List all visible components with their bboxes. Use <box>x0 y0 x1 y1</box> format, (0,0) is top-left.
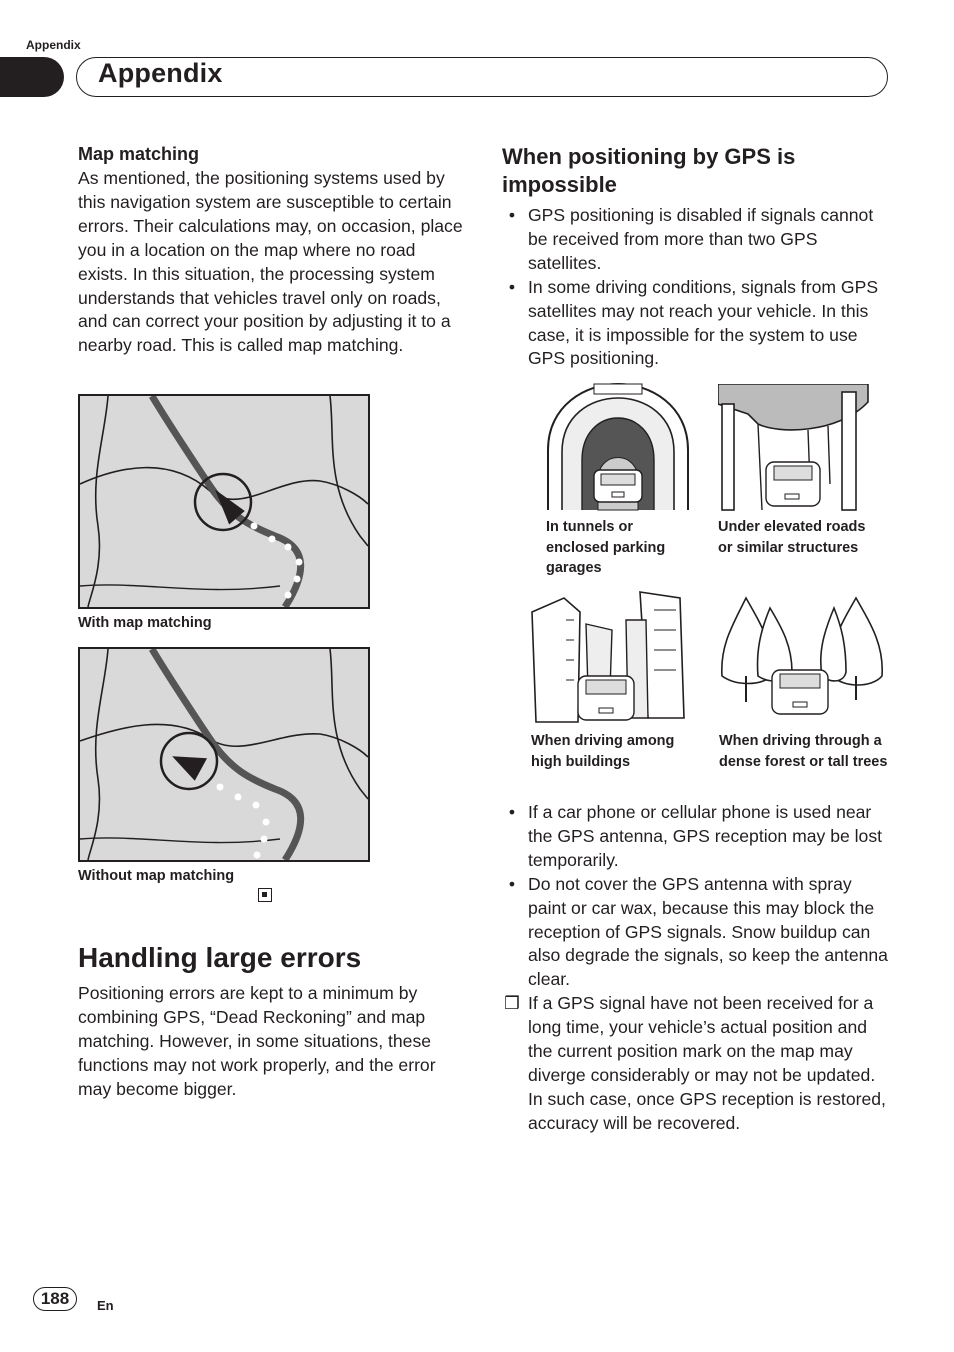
list-item <box>502 992 890 1135</box>
elevated-road-illustration <box>718 384 870 512</box>
language-label: En <box>97 1298 114 1313</box>
map-with-matching-graphic <box>80 396 368 607</box>
map-without-matching-graphic <box>80 649 368 860</box>
illustration-caption: When driving through a dense forest or tall trees <box>719 733 888 770</box>
map-matching-paragraph: As mentioned, the positioning systems used by this navigation system are susceptible to certain errors. Their calculations may, on occasion, place you in a location on the map where no road exists. In this situation, the processing system understands that vehicles travel only on roads, and can correct your position by adjusting it to a nearby road. This is called map matching. <box>78 168 463 356</box>
bullet-icon: • <box>508 205 516 225</box>
buildings-illustration <box>530 590 688 724</box>
handling-errors-paragraph: Positioning errors are kept to a minimum by combining GPS, “Dead Reckoning” and map matching. However, in some situations, these functions may not work properly, and the error may become bigger. <box>78 983 436 1099</box>
gps-bullet-list-top <box>502 204 890 371</box>
bullet-text: Do not cover the GPS antenna with spray paint or car wax, because this may block the reception of GPS signals. Snow buildup can also degrade the signals, so keep the antenna clear. <box>528 873 888 990</box>
figure-caption-with-matching: With map matching <box>78 615 212 631</box>
bullet-text: GPS positioning is disabled if signals cannot be received from more than two GPS satellites. <box>528 205 874 273</box>
map-matching-heading: Map matching <box>78 144 200 164</box>
illustration-caption: In tunnels or enclosed parking garages <box>546 519 666 576</box>
list-item <box>502 873 890 993</box>
bullet-text: In some driving conditions, signals from GPS satellites may not reach your vehicle. In this case, it is impossible for the system to use GPS positioning. <box>528 276 879 369</box>
illustration-caption: When driving among high buildings <box>531 733 675 770</box>
section-tab <box>0 57 64 97</box>
tunnel-illustration <box>546 380 696 512</box>
handling-errors-heading: Handling large errors <box>78 942 362 973</box>
figure-caption-without-matching: Without map matching <box>78 868 235 884</box>
bullet-icon: • <box>508 802 516 822</box>
page-number: 188 <box>33 1287 77 1311</box>
list-item <box>502 801 890 873</box>
no-map-matching-figure <box>78 647 370 862</box>
section-title: Appendix <box>98 58 223 88</box>
bullet-text: If a GPS signal have not been received for a long time, your vehicle’s actual position and the current position mark on the map may diverge considerably or may not be updated. In such case, once GPS reception is restored, accuracy will be recovered. <box>528 993 886 1133</box>
checkbox-note-icon: ❒ <box>504 993 520 1014</box>
illustration-caption: Under elevated roads or similar structures <box>718 519 866 556</box>
list-item <box>502 276 890 372</box>
gps-bullet-list-bottom <box>502 801 890 1136</box>
map-matching-figure <box>78 394 370 609</box>
list-item <box>502 204 890 276</box>
bullet-text: If a car phone or cellular phone is used near the GPS antenna, GPS reception may be lost temporarily. <box>528 802 883 870</box>
running-head: Appendix <box>26 38 81 52</box>
forest-illustration <box>716 596 886 720</box>
end-of-section-icon <box>258 888 272 902</box>
bullet-icon: • <box>508 873 516 894</box>
gps-impossible-heading: When positioning by GPS is impossible <box>502 144 796 197</box>
bullet-icon: • <box>508 276 516 297</box>
